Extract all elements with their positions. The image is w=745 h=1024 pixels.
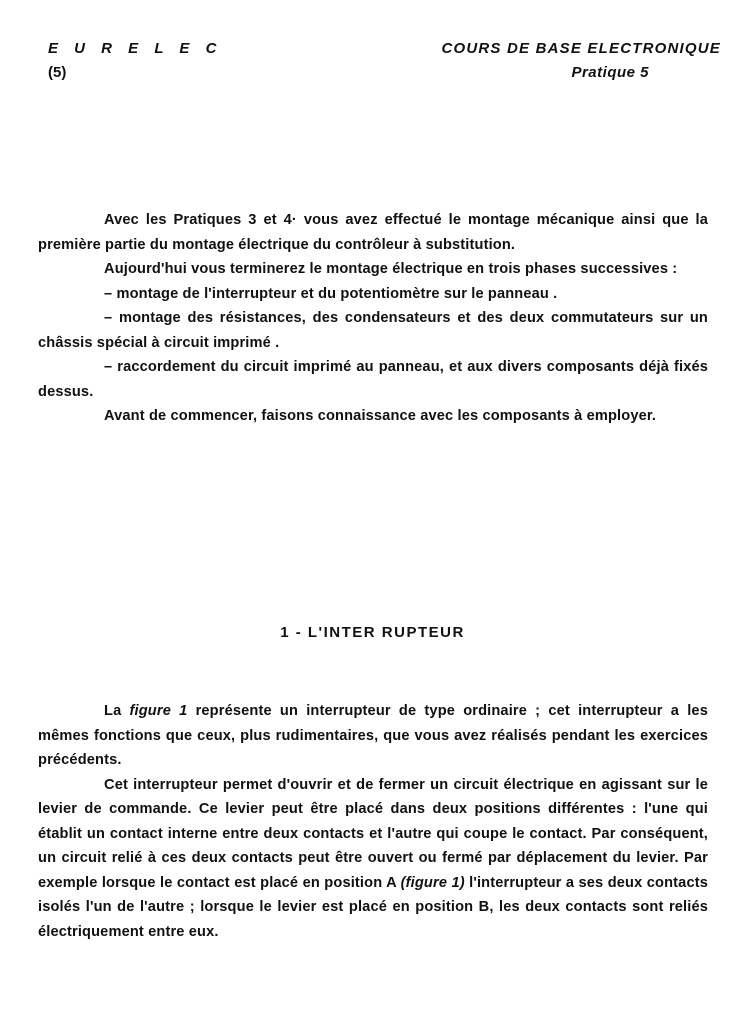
intro-bullet-2: – montage des résistances, des condensateurs et des deux commutateurs sur un châssis spécial à circuit imprimé . [38, 310, 708, 351]
section-paragraph-1 [38, 699, 708, 773]
section-p2-before: Cet interrupteur permet d'ouvrir et de fermer un circuit électrique en agissant sur le levier de commande. Ce levier peut être placé dans deux positions différentes : l'une qui établit un contact interne entre deux contacts et l'autre qui coupe le contact. Par conséquent, un circuit relié à ces deux contacts peut être ouvert ou fermé par déplacement du levier. Par exemple lorsque le contact est placé en position A [38, 776, 708, 891]
intro-paragraph-1: Avec les Pratiques 3 et 4· vous avez effectué le montage mécanique ainsi que la première partie du montage électrique du contrôleur à substitution. [38, 212, 708, 253]
figure-reference: figure 1 [129, 703, 188, 719]
section-p1-before: La [104, 703, 130, 719]
page-number: (5) [48, 64, 67, 81]
intro-block [38, 208, 708, 429]
section-p2-after: l'interrupteur a ses deux contacts isolés l'un de l'autre ; lorsque le levier est placé en position B, les deux contacts sont reliés électriquement entre eux. [38, 874, 708, 940]
course-title: COURS DE BASE ELECTRONIQUE [441, 40, 721, 57]
section-p1-after: représente un interrupteur de type ordinaire ; cet interrupteur a les mêmes fonctions que ceux, plus rudimentaires, que vous avez réalisés pendant les exercices précédents. [38, 703, 708, 768]
intro-paragraph-2: Aujourd'hui vous terminerez le montage électrique en trois phases successives : [104, 261, 678, 277]
intro-bullet-1: – montage de l'interrupteur et du potentiomètre sur le panneau . [104, 285, 558, 302]
intro-paragraph-3: Avant de commencer, faisons connaissance avec les composants à employer. [104, 408, 657, 424]
section-title: 1 - L'INTER RUPTEUR [280, 624, 465, 641]
section-paragraph-2 [38, 773, 708, 945]
brand-header: E U R E L E C [48, 40, 223, 57]
lesson-label: Pratique 5 [571, 64, 649, 81]
intro-bullet-3: – raccordement du circuit imprimé au panneau, et aux divers composants déjà fixés dessus. [38, 359, 708, 400]
section-body [38, 699, 708, 944]
figure-reference: (figure 1) [400, 874, 465, 891]
